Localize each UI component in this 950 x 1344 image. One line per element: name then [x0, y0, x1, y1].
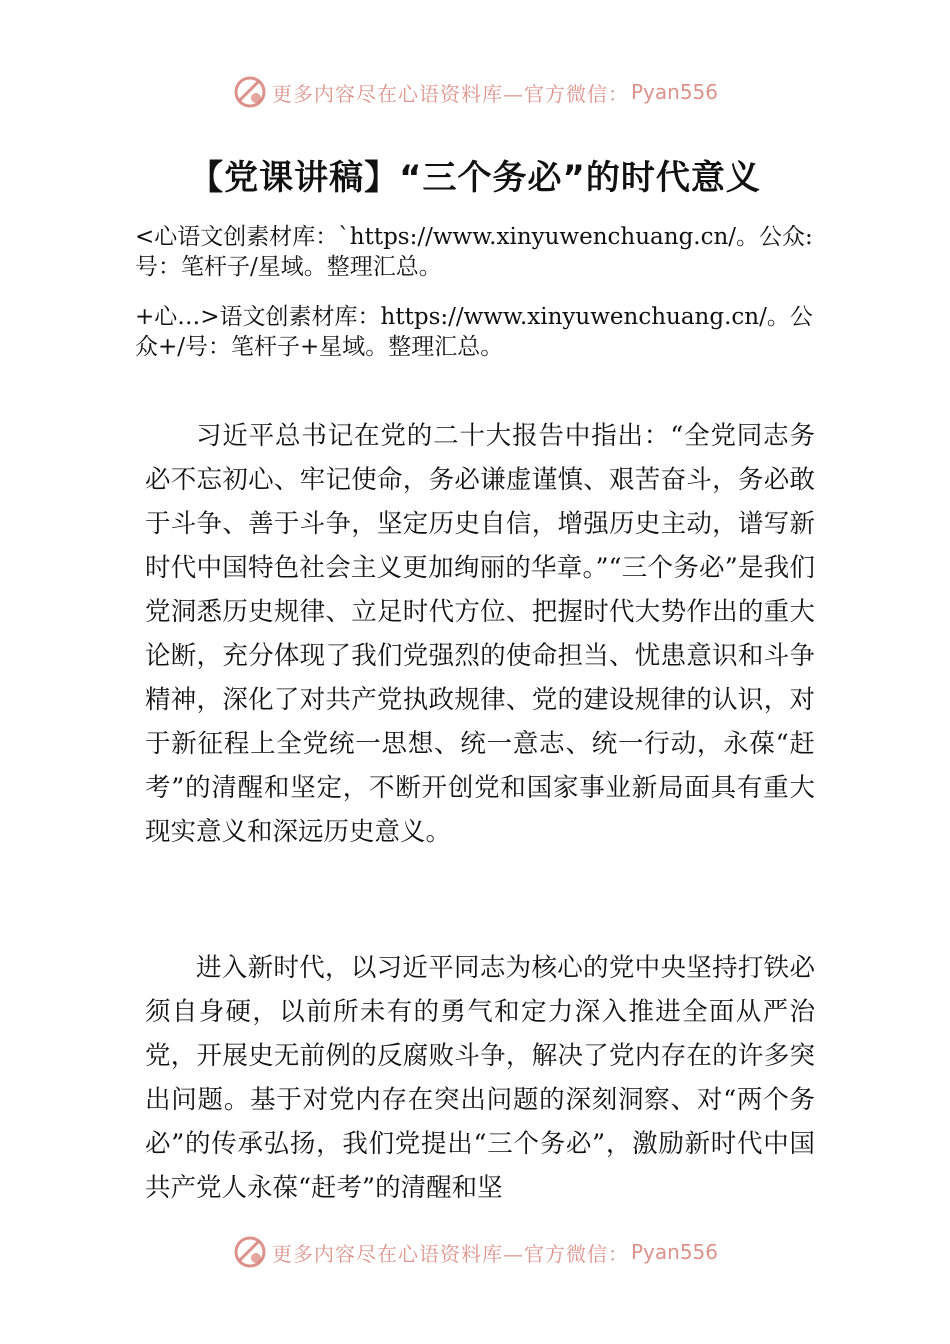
footer-watermark-banner: [0, 1232, 950, 1272]
body-paragraph-1: 习近平总书记在党的二十大报告中指出：“全党同志务必不忘初心、牢记使命，务必谦虚谨慎、艰苦奋斗，务必敢于斗争、善于斗争，坚定历史自信，增强历史主动，谱写新时代中国特色社会主义更加绚丽的华章。”“三个务必”是我们党洞悉历史规律、立足时代方位、把握时代大势作出的重大论断，充分体现了我们党强烈的使命担当、忧患意识和斗争精神，深化了对共产党执政规律、党的建设规律的认识，对于新征程上全党统一思想、统一意志、统一行动，永葆“赶考”的清醒和坚定，不断开创党和国家事业新局面具有重大现实意义和深远历史意义。: [145, 421, 815, 847]
banner-account: Pyan556: [630, 80, 718, 104]
brand-logo-icon: [232, 1234, 268, 1270]
banner-text: 更多内容尽在心语资料库—官方微信：: [271, 81, 629, 106]
source-note-1: <心语文创素材库：`https://www.xinyuwenchuang.cn/。公众:号：笔杆子/星域。整理汇总。: [135, 224, 813, 280]
body-paragraph-2: 进入新时代，以习近平同志为核心的党中央坚持打铁必须自身硬，以前所未有的勇气和定力深入推进全面从严治党，开展史无前例的反腐败斗争，解决了党内存在的许多突出问题。基于对党内存在突出问题的深刻洞察、对“两个务必”的传承弘扬，我们党提出“三个务必”，激励新时代中国共产党人永葆“赶考”的清醒和坚: [145, 953, 815, 1203]
banner-account: Pyan556: [630, 1240, 718, 1264]
document-title: 【党课讲稿】“三个务必”的时代意义: [189, 158, 761, 198]
source-note-2: +心…>语文创素材库：https://www.xinyuwenchuang.cn/。公众+/号：笔杆子+星域。整理汇总。: [135, 304, 813, 360]
brand-logo-icon: [232, 74, 268, 110]
banner-text: 更多内容尽在心语资料库—官方微信：: [271, 1241, 629, 1266]
header-watermark-banner: [0, 72, 950, 112]
